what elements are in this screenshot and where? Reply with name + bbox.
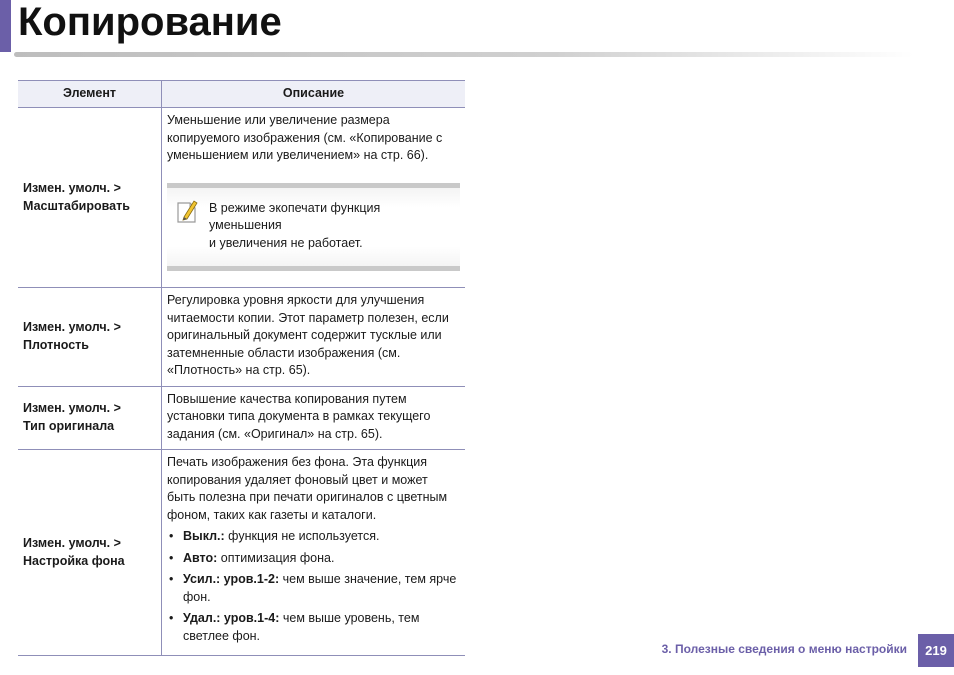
description-text: Уменьшение или увеличение размера — [167, 113, 390, 127]
description-text: «Плотность» на стр. 65). — [167, 363, 311, 377]
settings-table — [18, 80, 465, 656]
description-text: уменьшением или увеличением» на стр. 66). — [167, 148, 429, 162]
description-text: затемненные области изображения (см. — [167, 345, 401, 360]
table-row — [18, 108, 465, 288]
description-text: оригинальный документ содержит тусклые или — [167, 328, 442, 342]
option-list — [167, 528, 460, 645]
description-text: установки типа документа в рамках текущего — [167, 409, 431, 423]
element-text: Измен. умолч. > — [23, 401, 121, 416]
table-header-row — [18, 81, 465, 108]
description-text: быть полезна при печати оригиналов с цветным — [167, 490, 448, 504]
description-text: Печать изображения без фона. Эта функция — [167, 455, 428, 469]
element-cell — [18, 108, 162, 288]
option-text: фон. — [183, 589, 211, 604]
option-label: Усил.: уров.1-2: — [183, 572, 280, 586]
option-text: оптимизация фона. — [220, 550, 335, 565]
table-row — [18, 288, 465, 387]
page-number-badge: 219 — [918, 634, 954, 667]
element-cell — [18, 288, 162, 387]
option-label: Удал.: уров.1-4: — [183, 611, 280, 625]
note-text: и увеличения не работает. — [209, 235, 363, 250]
element-text: Масштабировать — [23, 198, 130, 213]
option-text: функция не используется. — [228, 529, 380, 543]
note-text: В режиме экопечати функция уменьшения — [209, 200, 381, 232]
note-box — [167, 183, 460, 272]
description-cell — [162, 288, 466, 387]
column-header-description: Описание — [162, 81, 466, 108]
note-pencil-icon — [175, 198, 199, 224]
list-item — [167, 610, 460, 645]
description-text: фоном, таких как газеты и каталоги. — [167, 507, 377, 522]
table-row — [18, 386, 465, 450]
option-text: светлее фон. — [183, 628, 261, 643]
element-text: Измен. умолч. > — [23, 320, 121, 335]
element-text: Тип оригинала — [23, 418, 115, 433]
accent-bar — [0, 0, 11, 52]
page-title: Копирование — [18, 0, 282, 44]
element-text: Плотность — [23, 337, 89, 352]
description-cell — [162, 450, 466, 656]
description-text: копируемого изображения (см. «Копирование с — [167, 130, 443, 145]
description-cell — [162, 108, 466, 288]
description-text: Повышение качества копирования путем — [167, 391, 407, 406]
option-label: Авто: — [183, 550, 218, 565]
description-text: Регулировка уровня яркости для улучшения — [167, 293, 425, 307]
list-item — [167, 528, 460, 546]
list-item — [167, 550, 460, 568]
element-text: Настройка фона — [23, 553, 125, 568]
element-cell — [18, 450, 162, 656]
description-text: читаемости копии. Этот параметр полезен, если — [167, 310, 449, 325]
description-text: копирования удаляет фоновый цвет и может — [167, 472, 428, 487]
element-text: Измен. умолч. > — [23, 536, 121, 550]
element-cell — [18, 386, 162, 450]
list-item — [167, 571, 460, 606]
column-header-element: Элемент — [18, 81, 162, 108]
description-cell — [162, 386, 466, 450]
description-text: задания (см. «Оригинал» на стр. 65). — [167, 426, 383, 441]
footer-chapter-link[interactable]: 3. Полезные сведения о меню настройки — [661, 642, 907, 656]
option-text: чем выше уровень, тем — [282, 611, 420, 625]
table-row — [18, 450, 465, 656]
option-label: Выкл.: — [183, 529, 225, 543]
option-text: чем выше значение, тем ярче — [282, 572, 457, 586]
element-text: Измен. умолч. > — [23, 181, 121, 195]
title-rule — [14, 52, 914, 57]
